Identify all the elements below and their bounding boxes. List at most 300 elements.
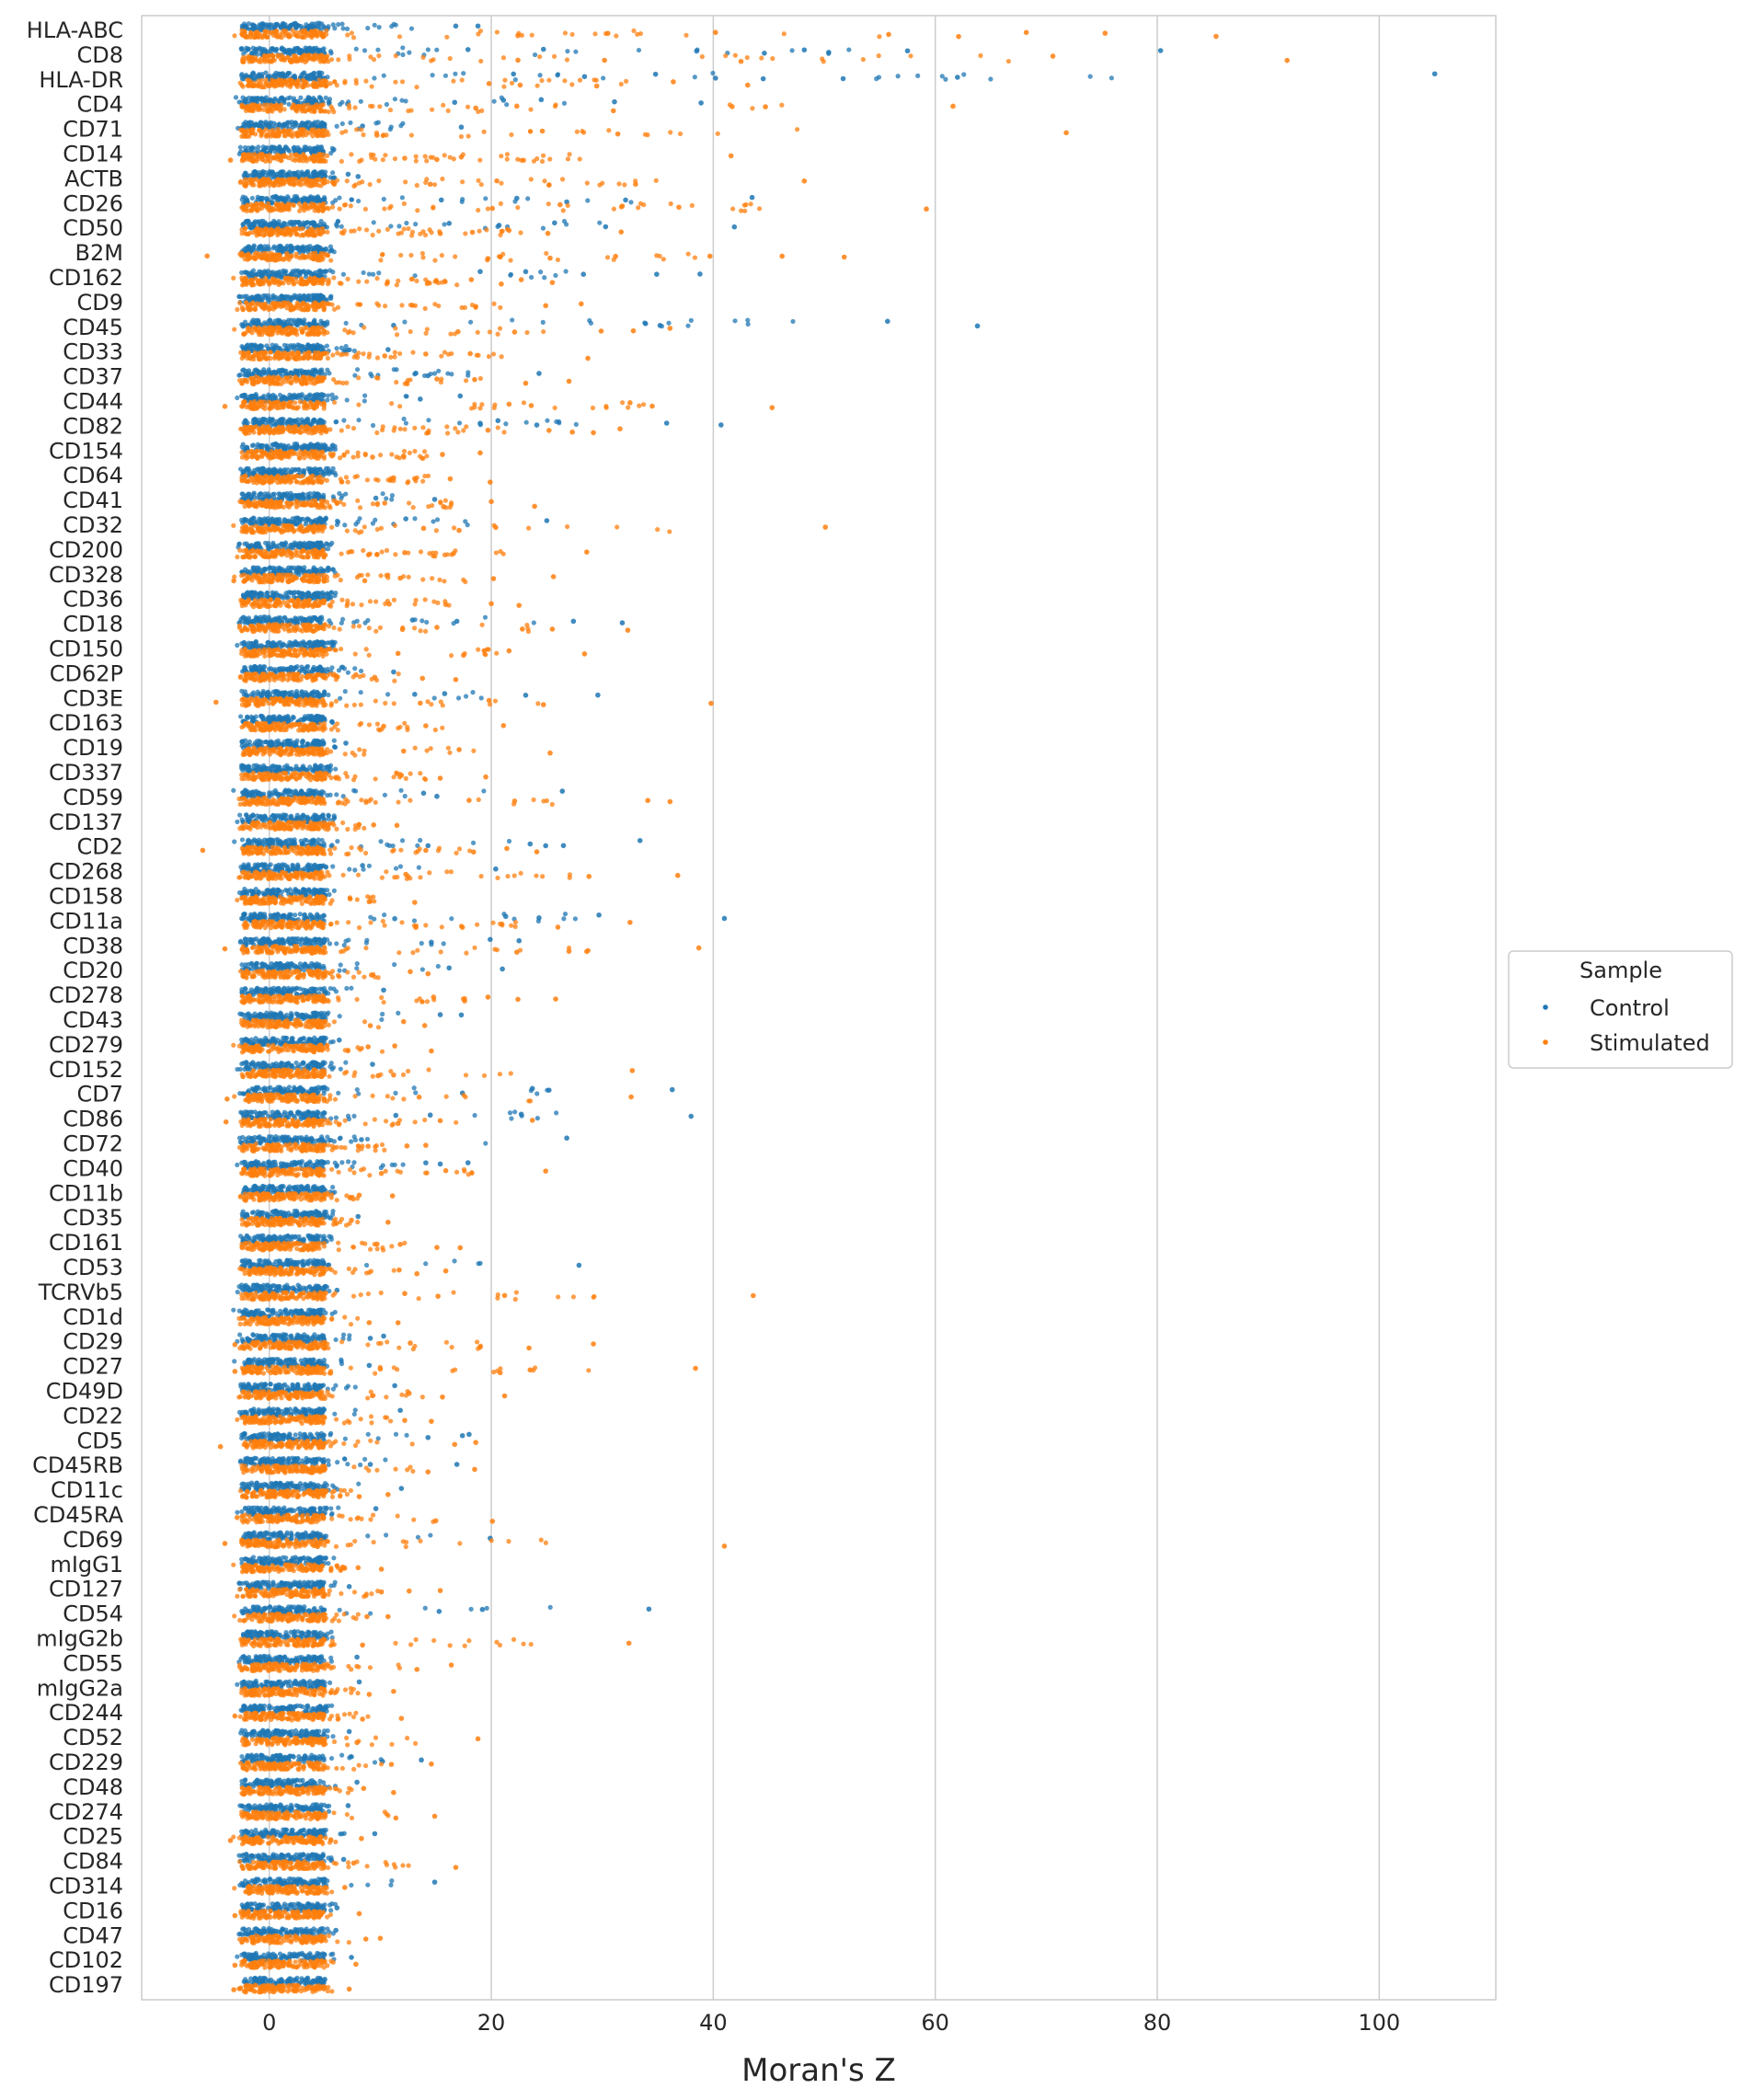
point-stimulated bbox=[244, 378, 248, 383]
point-control bbox=[305, 171, 310, 176]
point-stimulated bbox=[340, 381, 345, 385]
point-stimulated bbox=[320, 130, 325, 134]
point-control bbox=[251, 418, 256, 422]
point-control bbox=[348, 348, 352, 352]
point-control bbox=[250, 145, 255, 150]
point-control bbox=[295, 345, 300, 350]
point-stimulated bbox=[331, 109, 336, 114]
point-stimulated bbox=[339, 281, 343, 286]
outlier-stimulated bbox=[438, 231, 443, 236]
point-control bbox=[243, 195, 247, 200]
point-stimulated bbox=[393, 156, 397, 161]
point-control bbox=[240, 368, 245, 373]
point-stimulated bbox=[378, 258, 383, 262]
point-stimulated bbox=[539, 78, 544, 83]
point-stimulated bbox=[320, 427, 325, 431]
outlier-stimulated bbox=[617, 426, 623, 431]
point-control bbox=[404, 394, 408, 398]
point-control bbox=[321, 24, 326, 29]
point-stimulated bbox=[641, 202, 646, 207]
point-stimulated bbox=[289, 380, 293, 384]
series-stimulated-HLA-ABC bbox=[232, 28, 1218, 40]
point-stimulated bbox=[235, 307, 239, 312]
point-stimulated bbox=[312, 405, 316, 409]
point-control bbox=[234, 95, 238, 99]
point-control bbox=[693, 75, 697, 79]
point-stimulated bbox=[877, 34, 881, 39]
point-stimulated bbox=[270, 228, 274, 233]
point-stimulated bbox=[370, 104, 374, 109]
point-control bbox=[400, 195, 405, 200]
point-stimulated bbox=[400, 79, 405, 84]
point-stimulated bbox=[540, 159, 545, 164]
series-control-HLA-DR bbox=[239, 70, 1437, 82]
outlier-control bbox=[511, 72, 516, 77]
point-stimulated bbox=[300, 307, 304, 312]
point-control bbox=[345, 397, 350, 402]
point-control bbox=[1088, 75, 1093, 79]
point-control bbox=[312, 345, 316, 350]
point-stimulated bbox=[295, 352, 300, 357]
point-stimulated bbox=[375, 355, 380, 360]
point-control bbox=[877, 75, 881, 79]
point-stimulated bbox=[636, 205, 640, 210]
point-stimulated bbox=[289, 254, 293, 258]
point-stimulated bbox=[304, 58, 309, 63]
point-stimulated bbox=[394, 380, 398, 384]
point-control bbox=[382, 74, 386, 78]
point-stimulated bbox=[459, 134, 464, 139]
point-stimulated bbox=[307, 252, 312, 257]
point-stimulated bbox=[291, 53, 295, 58]
point-stimulated bbox=[246, 54, 250, 59]
point-control bbox=[257, 246, 261, 250]
point-stimulated bbox=[402, 201, 407, 206]
point-control bbox=[790, 319, 795, 324]
point-stimulated bbox=[321, 59, 326, 63]
point-control bbox=[389, 124, 394, 129]
point-stimulated bbox=[528, 107, 533, 111]
point-stimulated bbox=[491, 351, 496, 356]
point-stimulated bbox=[488, 329, 492, 334]
point-control bbox=[305, 198, 310, 202]
point-stimulated bbox=[238, 128, 243, 132]
point-stimulated bbox=[295, 301, 300, 305]
point-control bbox=[304, 246, 308, 250]
point-stimulated bbox=[328, 81, 333, 86]
point-control bbox=[562, 101, 567, 106]
point-control bbox=[336, 219, 340, 224]
point-control bbox=[298, 396, 303, 400]
point-stimulated bbox=[257, 232, 261, 236]
point-stimulated bbox=[315, 131, 319, 135]
point-stimulated bbox=[395, 282, 399, 287]
outlier-stimulated bbox=[402, 155, 408, 161]
point-stimulated bbox=[237, 301, 242, 305]
point-stimulated bbox=[423, 306, 428, 311]
point-stimulated bbox=[427, 227, 431, 232]
point-control bbox=[339, 346, 344, 350]
point-stimulated bbox=[240, 381, 245, 385]
point-stimulated bbox=[311, 430, 316, 435]
point-control bbox=[243, 270, 247, 274]
point-stimulated bbox=[356, 375, 361, 380]
point-stimulated bbox=[500, 252, 505, 257]
point-stimulated bbox=[247, 326, 251, 330]
point-stimulated bbox=[363, 207, 368, 212]
outlier-control bbox=[476, 23, 481, 29]
outlier-stimulated bbox=[546, 428, 552, 433]
outlier-stimulated bbox=[434, 157, 440, 163]
point-stimulated bbox=[268, 159, 272, 164]
point-stimulated bbox=[316, 374, 321, 379]
point-stimulated bbox=[641, 402, 646, 407]
point-stimulated bbox=[342, 80, 347, 85]
point-stimulated bbox=[250, 354, 255, 359]
point-stimulated bbox=[376, 178, 381, 183]
point-stimulated bbox=[268, 407, 272, 411]
point-control bbox=[483, 196, 488, 201]
point-stimulated bbox=[319, 109, 324, 113]
outlier-control bbox=[311, 443, 316, 449]
point-stimulated bbox=[730, 206, 735, 211]
point-stimulated bbox=[299, 327, 304, 331]
point-control bbox=[961, 72, 966, 76]
point-stimulated bbox=[693, 255, 697, 259]
point-control bbox=[312, 47, 316, 52]
point-stimulated bbox=[547, 156, 552, 161]
point-stimulated bbox=[270, 53, 275, 58]
outlier-stimulated bbox=[550, 280, 556, 285]
point-stimulated bbox=[295, 134, 300, 139]
outlier-stimulated bbox=[499, 281, 504, 287]
point-stimulated bbox=[414, 155, 419, 159]
point-control bbox=[250, 71, 255, 75]
point-stimulated bbox=[742, 209, 747, 213]
point-control bbox=[238, 145, 243, 150]
point-stimulated bbox=[272, 207, 277, 212]
point-control bbox=[286, 102, 291, 107]
point-control bbox=[255, 122, 259, 127]
point-stimulated bbox=[255, 353, 259, 358]
point-control bbox=[504, 102, 509, 107]
point-stimulated bbox=[397, 351, 402, 356]
point-stimulated bbox=[418, 232, 422, 236]
series-stimulated-CD82 bbox=[238, 424, 623, 436]
point-control bbox=[503, 421, 508, 426]
point-control bbox=[249, 319, 254, 324]
point-stimulated bbox=[477, 229, 481, 234]
point-stimulated bbox=[261, 251, 266, 256]
outlier-stimulated bbox=[546, 231, 551, 236]
point-control bbox=[334, 396, 339, 400]
point-stimulated bbox=[444, 424, 449, 429]
point-control bbox=[400, 121, 405, 126]
point-stimulated bbox=[268, 427, 272, 431]
outlier-control bbox=[457, 394, 463, 399]
point-stimulated bbox=[370, 84, 374, 88]
point-stimulated bbox=[351, 35, 356, 40]
point-control bbox=[274, 419, 279, 423]
point-stimulated bbox=[560, 177, 565, 181]
point-stimulated bbox=[308, 276, 313, 281]
outlier-stimulated bbox=[529, 403, 534, 408]
point-stimulated bbox=[376, 53, 381, 58]
point-stimulated bbox=[319, 304, 324, 308]
point-stimulated bbox=[500, 229, 505, 234]
point-stimulated bbox=[336, 57, 340, 62]
point-control bbox=[321, 197, 326, 201]
outlier-stimulated bbox=[423, 351, 429, 357]
point-stimulated bbox=[232, 327, 236, 331]
point-stimulated bbox=[425, 327, 430, 331]
point-control bbox=[295, 418, 300, 422]
outlier-control bbox=[750, 195, 755, 201]
point-stimulated bbox=[241, 55, 246, 60]
outlier-control bbox=[552, 221, 557, 226]
point-stimulated bbox=[285, 226, 290, 231]
point-stimulated bbox=[432, 258, 437, 262]
point-control bbox=[334, 419, 339, 424]
point-stimulated bbox=[293, 81, 298, 86]
point-stimulated bbox=[414, 279, 419, 283]
point-stimulated bbox=[311, 377, 316, 382]
point-stimulated bbox=[529, 177, 534, 181]
point-stimulated bbox=[498, 305, 502, 310]
point-stimulated bbox=[757, 206, 762, 211]
outlier-control bbox=[885, 319, 890, 325]
point-stimulated bbox=[304, 158, 309, 163]
point-stimulated bbox=[250, 207, 255, 212]
point-stimulated bbox=[412, 426, 417, 430]
outlier-stimulated bbox=[599, 328, 604, 334]
outlier-stimulated bbox=[779, 254, 785, 259]
point-control bbox=[746, 322, 751, 327]
point-stimulated bbox=[293, 375, 298, 380]
point-stimulated bbox=[312, 203, 316, 208]
point-control bbox=[319, 98, 324, 102]
series-stimulated-CD9 bbox=[235, 300, 583, 312]
point-stimulated bbox=[303, 109, 307, 113]
point-stimulated bbox=[624, 79, 628, 84]
point-stimulated bbox=[569, 32, 574, 37]
point-stimulated bbox=[476, 208, 480, 212]
point-stimulated bbox=[487, 354, 491, 359]
outlier-stimulated bbox=[543, 303, 548, 308]
point-stimulated bbox=[409, 132, 414, 137]
point-stimulated bbox=[302, 79, 306, 84]
point-stimulated bbox=[415, 183, 419, 188]
point-stimulated bbox=[398, 253, 403, 258]
point-stimulated bbox=[553, 406, 557, 410]
point-control bbox=[355, 367, 360, 372]
point-control bbox=[255, 345, 259, 350]
point-stimulated bbox=[316, 183, 321, 188]
point-stimulated bbox=[530, 33, 534, 38]
point-control bbox=[330, 170, 335, 175]
outlier-control bbox=[539, 98, 545, 103]
point-stimulated bbox=[301, 205, 305, 210]
point-control bbox=[248, 173, 253, 178]
point-stimulated bbox=[288, 78, 293, 83]
point-stimulated bbox=[257, 329, 261, 334]
point-control bbox=[311, 71, 316, 75]
point-stimulated bbox=[440, 253, 444, 258]
point-stimulated bbox=[242, 153, 247, 157]
point-control bbox=[264, 196, 269, 201]
outlier-stimulated bbox=[605, 30, 611, 36]
point-control bbox=[260, 417, 265, 421]
point-stimulated bbox=[300, 32, 304, 37]
point-control bbox=[407, 51, 411, 55]
point-control bbox=[282, 343, 287, 348]
point-stimulated bbox=[723, 53, 728, 58]
point-control bbox=[362, 393, 367, 397]
point-control bbox=[270, 144, 274, 149]
point-control bbox=[319, 392, 324, 396]
point-stimulated bbox=[475, 353, 479, 358]
outlier-stimulated bbox=[615, 132, 621, 137]
point-control bbox=[270, 393, 275, 397]
point-stimulated bbox=[733, 53, 738, 58]
point-stimulated bbox=[239, 83, 244, 87]
point-stimulated bbox=[637, 404, 641, 408]
outlier-stimulated bbox=[579, 302, 584, 307]
point-stimulated bbox=[287, 230, 292, 235]
outlier-control bbox=[975, 324, 981, 329]
point-stimulated bbox=[978, 53, 982, 58]
point-control bbox=[295, 98, 300, 103]
point-control bbox=[289, 247, 293, 251]
point-stimulated bbox=[258, 128, 262, 132]
point-control bbox=[666, 321, 671, 326]
point-stimulated bbox=[359, 157, 363, 162]
point-stimulated bbox=[484, 227, 488, 232]
point-control bbox=[235, 396, 239, 400]
point-control bbox=[359, 99, 363, 104]
point-stimulated bbox=[357, 226, 362, 231]
series-stimulated-CD44 bbox=[223, 399, 775, 411]
point-stimulated bbox=[748, 201, 752, 206]
point-stimulated bbox=[240, 304, 245, 309]
point-control bbox=[362, 398, 367, 403]
point-control bbox=[281, 169, 286, 174]
point-stimulated bbox=[283, 329, 288, 334]
point-control bbox=[260, 396, 265, 400]
point-stimulated bbox=[566, 156, 570, 161]
point-stimulated bbox=[253, 132, 258, 136]
point-stimulated bbox=[288, 302, 293, 306]
point-stimulated bbox=[258, 281, 262, 286]
point-stimulated bbox=[312, 331, 316, 336]
point-stimulated bbox=[385, 279, 390, 283]
point-stimulated bbox=[441, 103, 445, 108]
point-stimulated bbox=[616, 181, 621, 186]
point-stimulated bbox=[254, 401, 258, 406]
point-control bbox=[915, 74, 920, 78]
point-stimulated bbox=[260, 405, 265, 409]
point-control bbox=[597, 221, 602, 225]
point-stimulated bbox=[795, 127, 799, 132]
point-stimulated bbox=[381, 424, 385, 429]
point-control bbox=[281, 221, 286, 225]
point-stimulated bbox=[305, 103, 310, 108]
outlier-control bbox=[523, 270, 529, 275]
point-stimulated bbox=[241, 279, 246, 283]
outlier-stimulated bbox=[729, 104, 735, 109]
point-stimulated bbox=[592, 77, 596, 82]
point-control bbox=[321, 46, 326, 51]
point-control bbox=[259, 297, 264, 302]
point-stimulated bbox=[302, 128, 306, 132]
point-control bbox=[328, 245, 333, 249]
point-control bbox=[276, 98, 281, 103]
point-stimulated bbox=[305, 83, 310, 87]
point-control bbox=[240, 324, 245, 328]
point-stimulated bbox=[247, 305, 252, 310]
point-control bbox=[545, 419, 549, 423]
point-stimulated bbox=[442, 350, 447, 354]
point-stimulated bbox=[362, 325, 366, 329]
point-stimulated bbox=[499, 181, 503, 186]
outlier-stimulated bbox=[1102, 30, 1108, 36]
point-stimulated bbox=[502, 78, 507, 83]
point-control bbox=[513, 77, 518, 82]
point-stimulated bbox=[429, 155, 433, 159]
point-stimulated bbox=[271, 376, 276, 381]
outlier-stimulated bbox=[886, 32, 891, 38]
point-control bbox=[344, 344, 349, 349]
point-stimulated bbox=[313, 105, 317, 109]
point-stimulated bbox=[440, 177, 444, 181]
point-stimulated bbox=[280, 355, 284, 360]
point-control bbox=[283, 269, 288, 273]
point-stimulated bbox=[522, 400, 526, 405]
point-stimulated bbox=[272, 58, 277, 63]
point-stimulated bbox=[267, 282, 271, 287]
point-stimulated bbox=[261, 108, 266, 112]
point-control bbox=[248, 343, 253, 348]
point-stimulated bbox=[452, 156, 456, 161]
point-control bbox=[257, 294, 261, 299]
series-stimulated-ACTB bbox=[238, 177, 807, 189]
series-stimulated-CD26 bbox=[239, 201, 929, 213]
point-control bbox=[339, 224, 344, 229]
outlier-stimulated bbox=[521, 157, 526, 163]
point-control bbox=[443, 74, 448, 78]
point-control bbox=[299, 444, 304, 449]
point-stimulated bbox=[244, 109, 248, 113]
point-control bbox=[373, 120, 378, 125]
point-stimulated bbox=[359, 127, 363, 132]
point-stimulated bbox=[306, 350, 311, 354]
point-control bbox=[637, 48, 641, 52]
outlier-stimulated bbox=[591, 430, 596, 436]
point-stimulated bbox=[268, 108, 272, 112]
point-control bbox=[326, 393, 330, 397]
point-stimulated bbox=[410, 350, 415, 355]
point-control bbox=[460, 197, 465, 201]
point-stimulated bbox=[301, 152, 305, 156]
point-stimulated bbox=[877, 53, 881, 58]
point-stimulated bbox=[315, 157, 319, 162]
point-stimulated bbox=[328, 258, 333, 262]
point-stimulated bbox=[542, 178, 546, 183]
point-stimulated bbox=[351, 426, 356, 430]
point-stimulated bbox=[383, 153, 387, 157]
series-stimulated-CD37 bbox=[237, 374, 571, 386]
point-control bbox=[508, 273, 512, 278]
